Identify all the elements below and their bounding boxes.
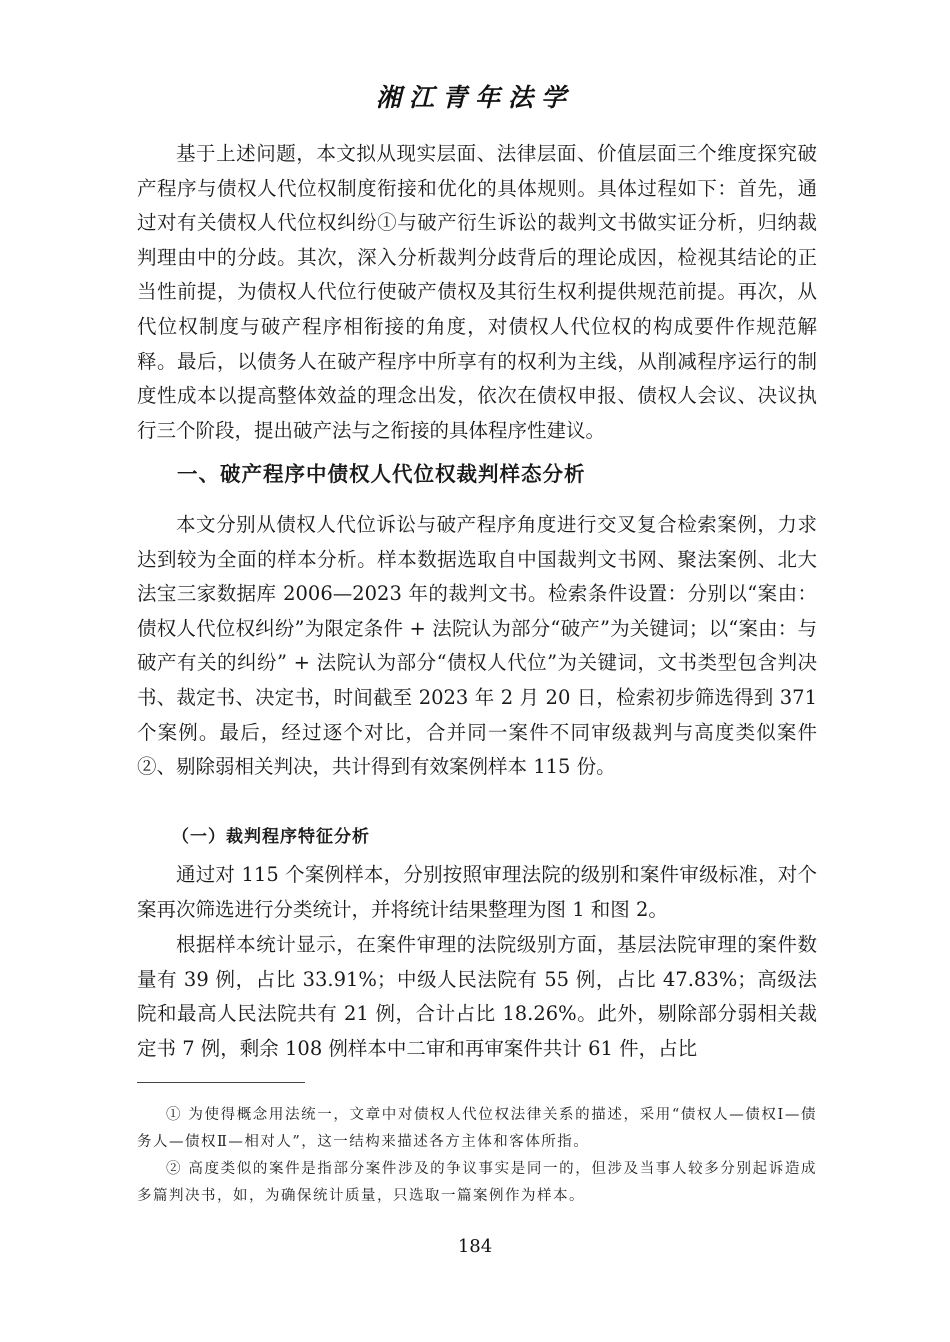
sample-paragraph: 本文分别从债权人代位诉讼与破产程序角度进行交叉复合检索案例，力求达到较为全面的样本分析。样本数据选取自中国裁判文书网、聚法案例、北大法宝三家数据库 2006—2023 年的裁判文书。检索条件设置：分别以“案由：债权人代位权纠纷”为限定条件 + 法院认为部分“破产”为关键词；以“案由：与破产有关的纠纷” + 法院认为部分“债权人代位”为关键词，文书类型包含判决书、裁定书、决定书，时间截至 2023 年 2 月 20 日，检索初步筛选得到 371 个案例。最后，经过逐个对比，合并同一案件不同审级裁判与高度类似案件②、剔除弱相关判决，共计得到有效案例样本 115 份。 <box>137 513 817 779</box>
footnote-2: ② 高度类似的案件是指部分案件涉及的争议事实是同一的，但涉及当事人较多分别起诉造成多篇判决书，如，为确保统计质量，只选取一篇案例作为样本。 <box>137 1161 817 1204</box>
section-heading: 一、破产程序中债权人代位权裁判样态分析 <box>177 462 586 486</box>
subsection-heading: （一）裁判程序特征分析 <box>172 827 370 847</box>
footnote-1: ① 为使得概念用法统一，文章中对债权人代位权法律关系的描述，采用“债权人—债权Ⅰ—债务人—债权Ⅱ—相对人”，这一结构来描述各方主体和客体所指。 <box>137 1107 817 1150</box>
footnote-divider <box>137 1082 305 1083</box>
classify-paragraph: 通过对 115 个案例样本，分别按照审理法院的级别和案件审级标准，对个案再次筛选进行分类统计，并将统计结果整理为图 1 和图 2。 <box>137 863 817 921</box>
intro-paragraph: 基于上述问题，本文拟从现实层面、法律层面、价值层面三个维度探究破产程序与债权人代位权制度衔接和优化的具体规则。具体过程如下：首先，通过对有关债权人代位权纠纷①与破产衍生诉讼的裁判文书做实证分析，归纳裁判理由中的分歧。其次，深入分析裁判分歧背后的理论成因，检视其结论的正当性前提，为债权人代位行使破产债权及其衍生权利提供规范前提。再次，从代位权制度与破产程序相衔接的角度，对债权人代位权的构成要件作规范解释。最后，以债务人在破产程序中所享有的权利为主线，从削减程序运行的制度性成本以提高整体效益的理念出发，依次在债权申报、债权人会议、决议执行三个阶段，提出破产法与之衔接的具体程序性建议。 <box>137 142 817 442</box>
journal-running-head: 湘江青年法学 <box>375 83 574 112</box>
page-number: 184 <box>457 1236 493 1257</box>
stats-paragraph: 根据样本统计显示，在案件审理的法院级别方面，基层法院审理的案件数量有 39 例，占比 33.91%；中级人民法院有 55 例，占比 47.83%；高级法院和最高人民法院共有 21 例，合计占比 18.26%。此外，剔除部分弱相关裁定书 7 例，剩余 108 例样本中二审和再审案件共计 61 件，占比 <box>137 933 817 1060</box>
footnotes <box>137 1102 817 1210</box>
